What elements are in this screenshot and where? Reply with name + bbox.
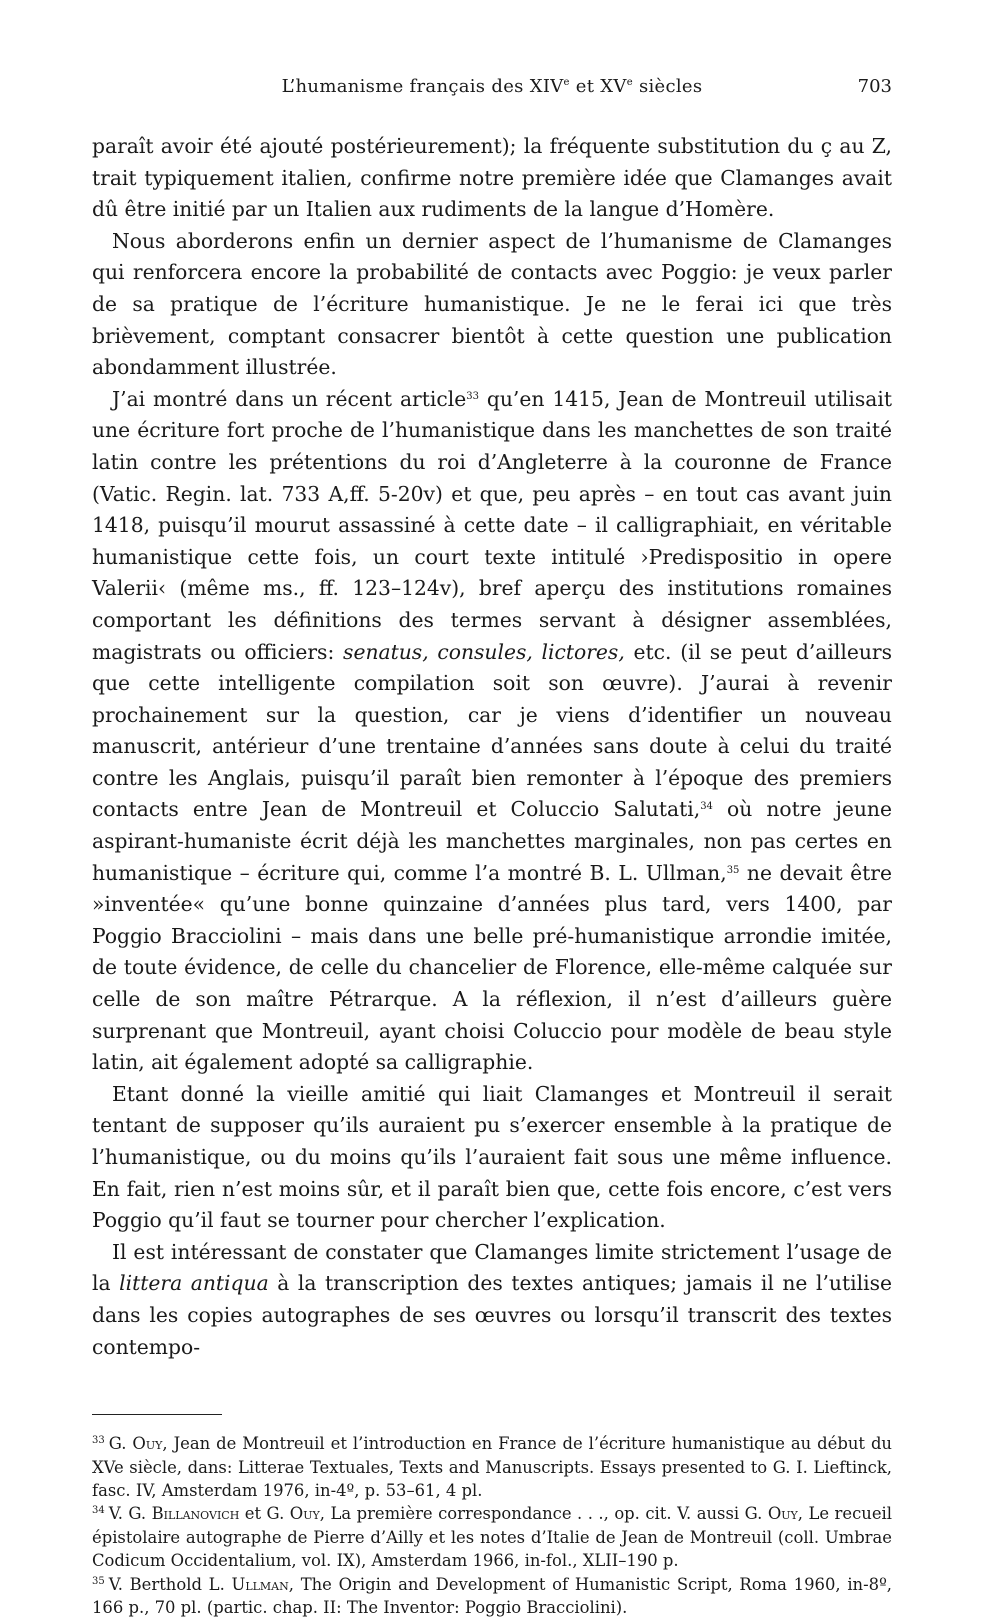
running-title-part: L’humanisme français des XIV (281, 76, 564, 97)
paragraph: Etant donné la vieille amitié qui liait Clamanges et Montreuil il serait tentant de supposer qu’ils auraient pu s’exercer ensemble à la pratique de l’humanistique, ou du moins qu’ils l’auraient fait sous une même influence. En fait, rien n’est moins sûr, et il paraît bien que, cette fois encore, c’est vers Poggio qu’il faut se tourner pour chercher l’explication. (92, 1081, 892, 1233)
footnote-text: , La première correspondance . . ., op. cit. V. aussi G. (319, 1504, 768, 1524)
text-run: à la transcription des textes antiques; jamais il ne l’utilise dans les copies autographes de ses œuvres ou lorsqu’il transcrit des textes contempo- (92, 1271, 893, 1359)
body-text (92, 131, 892, 1363)
footnote-ref-35[interactable]: 35 (726, 864, 740, 876)
footnote-divider (92, 1414, 222, 1415)
running-title-superscript: e (563, 77, 570, 88)
footnote-text: , The Origin and Development of Humanistic Script, Roma 1960, in-8º, 166 p., 70 pl. (partic. chap. II: The Inventor: Poggio Bracciolini). (92, 1574, 892, 1617)
footnote-number: 35 (92, 1575, 105, 1587)
author-name: G. Ouy (108, 1434, 163, 1454)
footnotes (92, 1432, 892, 1619)
text-run: qu’en 1415, Jean de Montreuil utilisait une écriture fort proche de l’humanistique dans les manchettes de son traité latin contre les prétentions du roi d’Angleterre à la couronne de France (Vatic. Regin. lat. 733 A,ff. 5-20v) et que, peu après – en tout cas avant juin 1418, puisqu’il mourut assassiné à cette date – il calligraphiait, en véritable humanistique cette fois, un court texte intitulé ›Predispositio in opere Valerii‹ (même ms., ff. 123–124v), bref aperçu des institutions romaines comportant les définitions des termes servant à désigner assemblées, magistrats ou officiers: (92, 386, 892, 664)
page (92, 76, 892, 1619)
running-title-superscript: e (626, 77, 633, 88)
footnote-number: 33 (92, 1435, 105, 1447)
author-name: Ouy (767, 1504, 798, 1524)
footnote-text: V. G. (108, 1504, 152, 1524)
page-header (92, 76, 892, 106)
author-name: Ouy (289, 1504, 320, 1524)
footnote-34 (92, 1502, 892, 1572)
running-title-part: siècles (632, 76, 703, 97)
text-run: J’ai montré dans un récent article (112, 386, 467, 411)
footnote-text: et G. (239, 1504, 290, 1524)
footnote-ref-33[interactable]: 33 (466, 390, 479, 402)
footnote-text: V. Berthold L. (108, 1574, 232, 1594)
author-name: Ullman (231, 1574, 289, 1594)
text-run: où notre jeune aspirant-humaniste écrit déjà les manchettes marginales, non pas certes en humanistique – écriture qui, comme l’a montré B. L. Ullman, (92, 797, 892, 885)
footnote-33 (92, 1432, 892, 1502)
author-name: Billanovich (151, 1504, 240, 1524)
italic-text: littera antiqua (119, 1271, 269, 1296)
running-title-part: et XV (569, 76, 627, 97)
paragraph (92, 1237, 892, 1363)
text-run: Il est intéressant de constater que Clamanges limite strictement l’usage de la (92, 1239, 892, 1296)
paragraph: Nous aborderons enfin un dernier aspect de l’humanisme de Clamanges qui renforcera encore la probabilité de contacts avec Poggio: je veux parler de sa pratique de l’écriture humanistique. Je ne le ferai ici que très brièvement, comptant consacrer bientôt à cette question une publication abondamment illustrée. (92, 228, 892, 380)
paragraph (92, 384, 892, 1079)
running-title (92, 76, 892, 97)
footnote-ref-34[interactable]: 34 (700, 801, 713, 813)
paragraph: paraît avoir été ajouté postérieurement); la fréquente substitution du ç au Z, trait typiquement italien, confirme notre première idée que Clamanges avait dû être initié par un Italien aux rudiments de la langue d’Homère. (92, 134, 892, 222)
page-number: 703 (857, 76, 892, 97)
footnote-number: 34 (92, 1505, 105, 1517)
footnote-text: , Le recueil épistolaire autographe de Pierre d’Ailly et les notes d’Italie de Jean de Montreuil (coll. Umbrae Codicum Occidentalium, vol. IX), Amsterdam 1966, in-fol., XLII–190 p. (92, 1504, 893, 1571)
footnote-text: , Jean de Montreuil et l’introduction en France de l’écriture humanistique au début du XVe siècle, dans: Litterae Textuales, Texts and Manuscripts. Essays presented to G. I. Lieftinck, fasc. IV, Amsterdam 1976, in-4º, p. 53–61, 4 pl. (92, 1434, 892, 1500)
text-run: etc. (il se peut d’ailleurs que cette intelligente compilation soit son œuvre). J’aurai à revenir prochainement sur la question, car je viens d’identifier un nouveau manuscrit, antérieur d’une trentaine d’années sans doute à celui du traité contre les Anglais, puisqu’il paraît bien remonter à l’époque des premiers contacts entre Jean de Montreuil et Coluccio Salutati, (92, 639, 892, 822)
text-run: ne devait être »inventée« qu’une bonne quinzaine d’années plus tard, vers 1400, par Poggio Bracciolini – mais dans une belle pré-humanistique arrondie imitée, de toute évidence, de celle du chancelier de Florence, elle-même calquée sur celle de son maître Pétrarque. A la réflexion, il n’est d’ailleurs guère surprenant que Montreuil, ayant choisi Coluccio pour modèle de beau style latin, ait également adopté sa calligraphie. (92, 860, 892, 1075)
italic-text: senatus, consules, lictores, (343, 639, 625, 664)
footnote-35 (92, 1573, 892, 1619)
